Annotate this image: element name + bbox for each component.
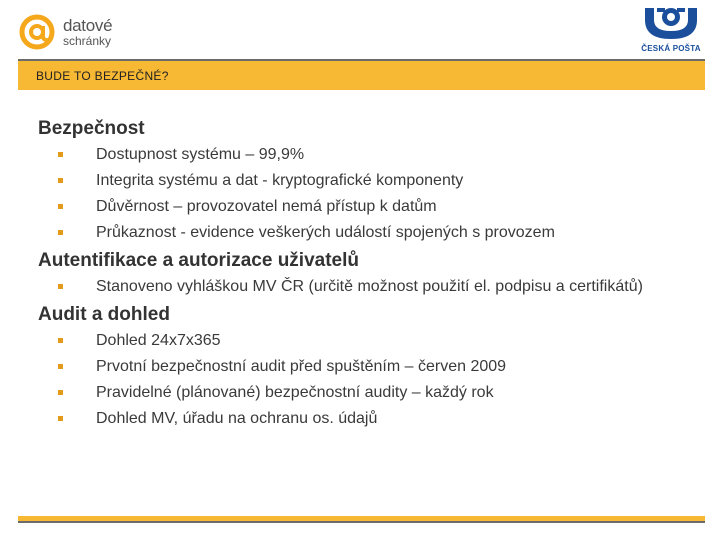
section-audit	[38, 303, 698, 429]
title-banner	[18, 59, 705, 90]
list-item-text: Stanoveno vyhláškou MV ČR (určitě možnost použití el. podpisu a certifikátů)	[96, 278, 643, 295]
square-bullet-icon	[58, 284, 63, 289]
list-item	[38, 145, 698, 165]
list-item-text: Integrita systému a dat - kryptografické komponenty	[96, 172, 464, 189]
list-item-text: Pravidelné (plánované) bezpečnostní audity – každý rok	[96, 384, 494, 401]
list-item-text: Průkaznost - evidence veškerých událostí spojených s provozem	[96, 224, 555, 241]
list-item-text: Dohled MV, úřadu na ochranu os. údajů	[96, 410, 378, 427]
logo-text-datove: datové	[63, 16, 113, 35]
square-bullet-icon	[58, 364, 63, 369]
logo-text-schranky: schránky	[63, 34, 112, 48]
list-item	[38, 331, 698, 351]
square-bullet-icon	[58, 178, 63, 183]
list-item-text: Dostupnost systému – 99,9%	[96, 146, 305, 163]
ceska-posta-wordmark: ČESKÁ POŠTA	[641, 44, 701, 53]
square-bullet-icon	[58, 152, 63, 157]
list-item-text: Důvěrnost – provozovatel nemá přístup k datům	[96, 198, 437, 215]
square-bullet-icon	[58, 230, 63, 235]
section-title: Audit a dohled	[38, 304, 170, 325]
bullet-list	[38, 331, 698, 429]
list-item-text: Prvotní bezpečnostní audit před spuštěním – červen 2009	[96, 358, 507, 375]
list-item-text: Dohled 24x7x365	[96, 332, 221, 349]
footer-rule	[18, 516, 705, 523]
bullet-list	[38, 145, 698, 243]
square-bullet-icon	[58, 390, 63, 395]
square-bullet-icon	[58, 204, 63, 209]
bullet-list	[38, 277, 698, 297]
section-title: Bezpečnost	[38, 118, 145, 139]
slide-content	[38, 117, 698, 435]
at-sign-icon	[19, 14, 59, 50]
ceska-posta-logo	[637, 6, 705, 54]
banner-title: BUDE TO BEZPEČNÉ?	[36, 69, 169, 83]
list-item	[38, 383, 698, 403]
square-bullet-icon	[58, 338, 63, 343]
section-security	[38, 117, 698, 243]
list-item	[38, 197, 698, 217]
datove-schranky-logo	[19, 14, 112, 50]
list-item	[38, 357, 698, 377]
list-item	[38, 171, 698, 191]
list-item	[38, 409, 698, 429]
section-title: Autentifikace a autorizace uživatelů	[38, 250, 359, 271]
section-authentication	[38, 249, 698, 297]
list-item	[38, 277, 698, 297]
list-item	[38, 223, 698, 243]
square-bullet-icon	[58, 416, 63, 421]
posthorn-icon	[639, 6, 703, 42]
